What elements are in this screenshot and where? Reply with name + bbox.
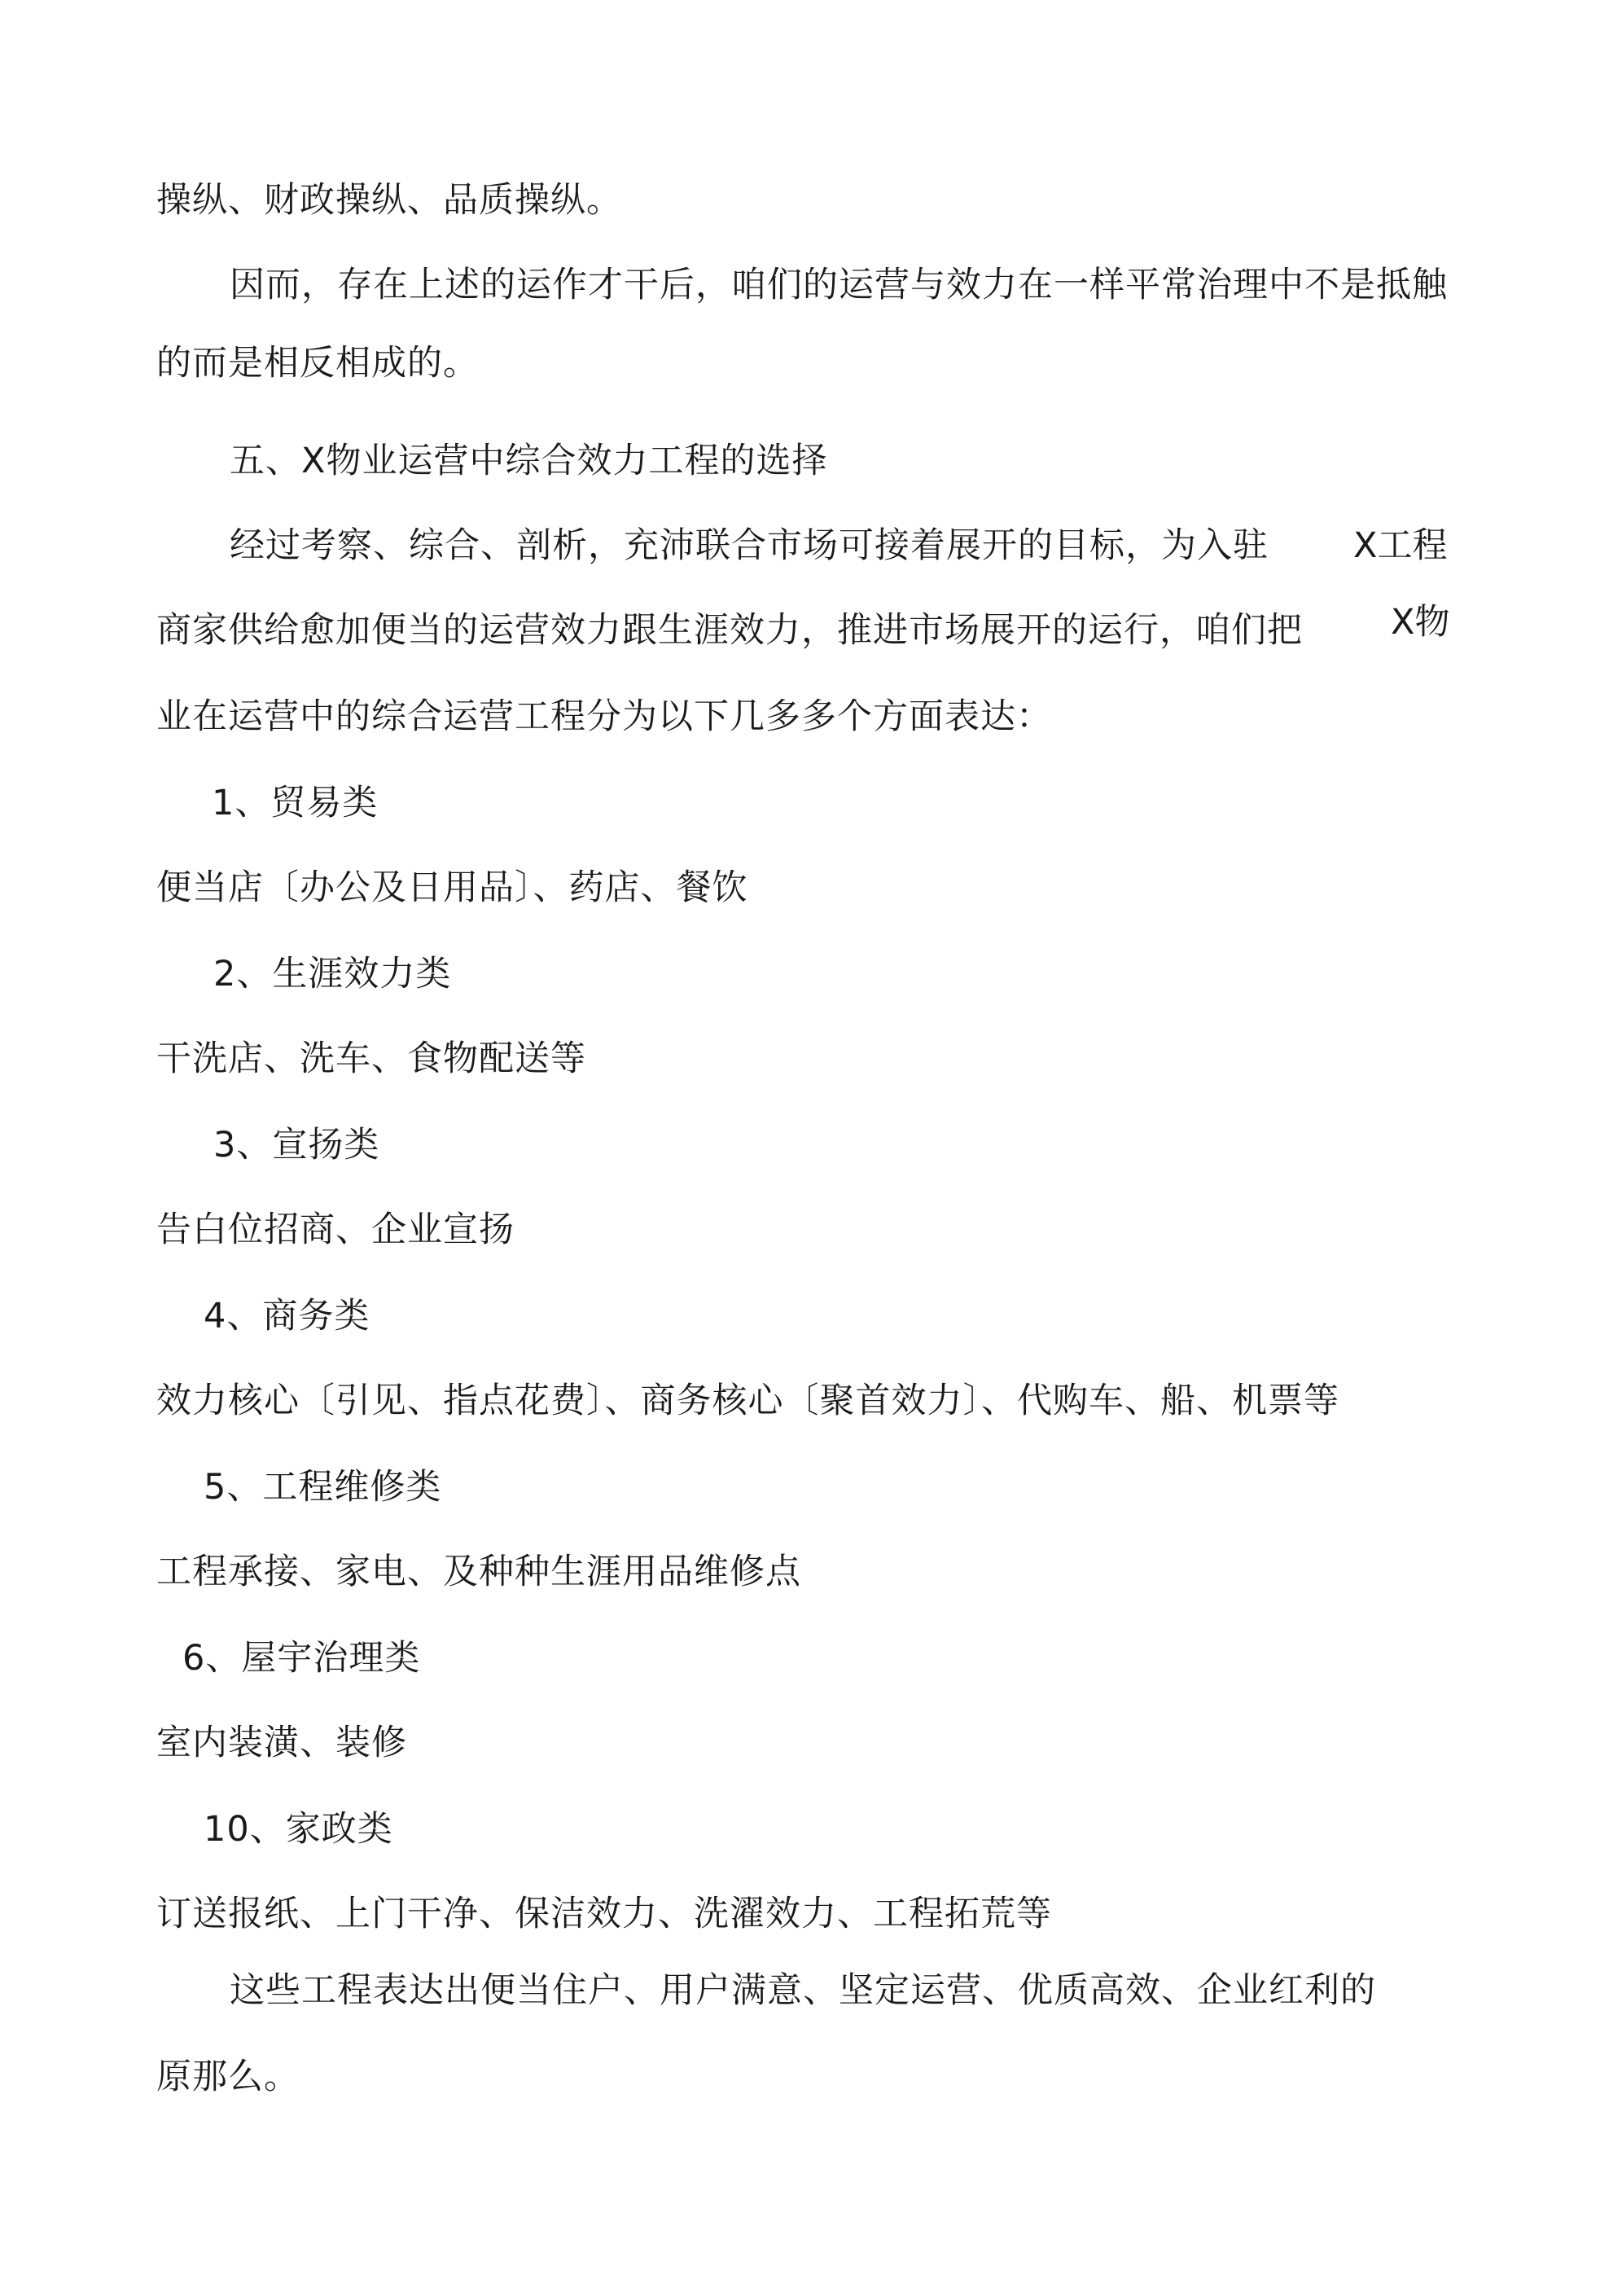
body-text-line: 原那么。 <box>156 2057 300 2097</box>
body-text-line: 的而是相反相成的。 <box>156 343 479 384</box>
floating-text: X工程 <box>1353 525 1448 566</box>
list-item-text: 便当店〔办公及日用品〕、药店、餐饮 <box>156 867 748 908</box>
list-item-text: 室内装潢、装修 <box>156 1723 407 1763</box>
list-heading: 6、屋宇治理类 <box>182 1638 421 1679</box>
list-heading: 10、家政类 <box>204 1809 393 1850</box>
floating-text: X物 <box>1391 602 1450 643</box>
body-text-line: 经过考察、综合、剖析，充沛联合市场可接着展开的目标，为入驻 <box>230 525 1269 566</box>
list-item-text: 工程承接、家电、及种种生涯用品维修点 <box>156 1552 801 1592</box>
list-heading: 4、商务类 <box>204 1296 370 1337</box>
list-heading: 3、宣扬类 <box>213 1125 380 1166</box>
body-text-line: 操纵、财政操纵、品质操纵。 <box>156 180 622 221</box>
list-heading: 1、贸易类 <box>212 783 379 823</box>
section-heading: 五、X物业运营中综合效力工程的选择 <box>230 441 828 481</box>
list-heading: 5、工程维修类 <box>204 1467 442 1508</box>
list-item-text: 告白位招商、企业宣扬 <box>156 1209 515 1250</box>
list-heading: 2、生涯效力类 <box>213 954 452 994</box>
body-text-line: 业在运营中的综合运营工程分为以下几多多个方面表达： <box>156 696 1052 737</box>
body-text-line: 这些工程表达出便当住户、用户满意、坚定运营、优质高效、企业红利的 <box>230 1970 1376 2011</box>
list-item-text: 订送报纸、上门干净、保洁效力、洗濯效力、工程拓荒等 <box>156 1894 1052 1934</box>
body-text-line: 因而，存在上述的运作才干后，咱们的运营与效力在一样平常治理中不是抵触 <box>230 265 1448 305</box>
list-item-text: 干洗店、洗车、食物配送等 <box>156 1038 586 1079</box>
body-text-line: 商家供给愈加便当的运营效力跟生涯效力，推进市场展开的运行，咱们把 <box>156 610 1303 651</box>
list-item-text: 效力核心〔引见、指点花费〕、商务核心〔聚首效力〕、代购车、船、机票等 <box>156 1381 1339 1421</box>
